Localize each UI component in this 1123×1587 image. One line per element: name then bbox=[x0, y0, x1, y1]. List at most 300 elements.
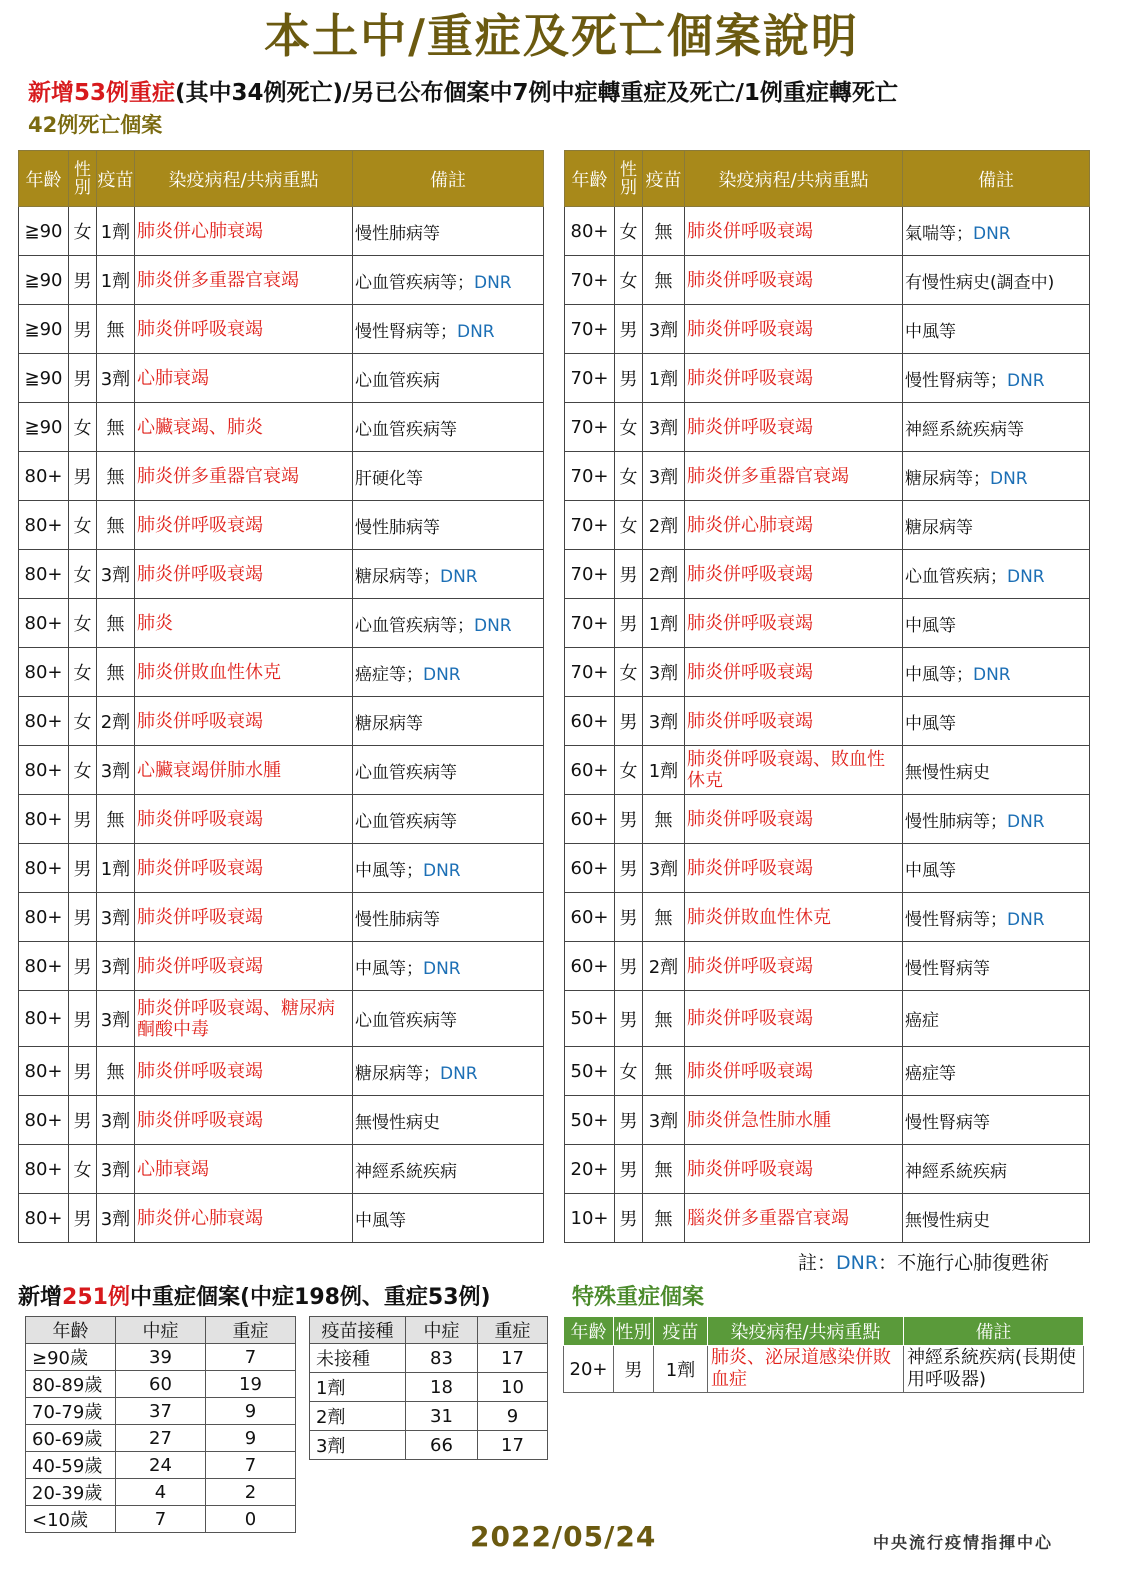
cell-age: 80+ bbox=[19, 746, 69, 795]
cell-value: 17 bbox=[478, 1344, 548, 1373]
table-row bbox=[19, 1194, 544, 1243]
cell-vaccine: 3劑 bbox=[643, 403, 685, 452]
footnote: 註：DNR：不施行心肺復甦術 bbox=[798, 1252, 1050, 1274]
cell-vaccine: 2劑 bbox=[643, 501, 685, 550]
note-text: 中風等 bbox=[355, 1210, 406, 1231]
table-row bbox=[19, 501, 544, 550]
cell-note: 氣喘等；DNR bbox=[903, 207, 1090, 256]
cell-course: 肺炎併呼吸衰竭 bbox=[685, 697, 903, 746]
table-row bbox=[565, 844, 1090, 893]
cell-value: 18 bbox=[406, 1373, 478, 1402]
sp-header-note: 備註 bbox=[904, 1317, 1084, 1346]
cell-age: 60+ bbox=[565, 795, 615, 844]
header-age: 年齡 bbox=[19, 151, 69, 207]
cell-course: 肺炎併呼吸衰竭 bbox=[685, 550, 903, 599]
cell-value: 83 bbox=[406, 1344, 478, 1373]
sp-header-vaccine: 疫苗 bbox=[654, 1317, 708, 1346]
note-text: 神經系統疾病等 bbox=[905, 419, 1024, 440]
table-row bbox=[19, 991, 544, 1047]
cell-age: 80+ bbox=[19, 795, 69, 844]
organization-name: 中央流行疫情指揮中心 bbox=[873, 1533, 1054, 1552]
cell-note bbox=[903, 1047, 1090, 1096]
cell-age: 80+ bbox=[19, 1096, 69, 1145]
table-row bbox=[19, 354, 544, 403]
cell-vaccine: 3劑 bbox=[97, 354, 135, 403]
cell-course: 肺炎併呼吸衰竭 bbox=[135, 550, 353, 599]
table-row bbox=[26, 1479, 296, 1506]
cell-value: 31 bbox=[406, 1402, 478, 1431]
cell-value: 7 bbox=[206, 1452, 296, 1479]
cell-sex: 女 bbox=[69, 648, 97, 697]
note-text: 心血管疾病等 bbox=[355, 762, 457, 783]
table-row bbox=[310, 1402, 548, 1431]
cell-course: 肺炎併呼吸衰竭 bbox=[685, 305, 903, 354]
cell-sex: 男 bbox=[69, 452, 97, 501]
cell-label: 2劑 bbox=[310, 1402, 406, 1431]
cell-age: ≧90 bbox=[19, 403, 69, 452]
cell-sex: 女 bbox=[615, 207, 643, 256]
cell-age: 80+ bbox=[565, 207, 615, 256]
cell-sex: 女 bbox=[615, 648, 643, 697]
cell-sex: 男 bbox=[615, 697, 643, 746]
cell-age: 60+ bbox=[565, 942, 615, 991]
cell-sex: 女 bbox=[69, 697, 97, 746]
cell-age: 70+ bbox=[565, 501, 615, 550]
note-text: 氣喘等 bbox=[905, 223, 956, 244]
cell-course: 肺炎併多重器官衰竭 bbox=[135, 256, 353, 305]
cell-age: 80+ bbox=[19, 1145, 69, 1194]
cell-value: 10 bbox=[478, 1373, 548, 1402]
cell-age: 70+ bbox=[565, 648, 615, 697]
age-table-header: 中症 bbox=[116, 1317, 206, 1344]
table-row bbox=[19, 403, 544, 452]
cell-vaccine: 3劑 bbox=[97, 550, 135, 599]
table-row bbox=[565, 1145, 1090, 1194]
dnr-label: DNR bbox=[1007, 370, 1045, 391]
note-text: 心血管疾病等 bbox=[355, 811, 457, 832]
cell-course: 肺炎併呼吸衰竭 bbox=[685, 256, 903, 305]
cell-sex: 女 bbox=[615, 501, 643, 550]
header-sex: 性 別 bbox=[615, 151, 643, 207]
cell-course: 肺炎併心肺衰竭 bbox=[685, 501, 903, 550]
cell-course: 肺炎併呼吸衰竭 bbox=[135, 1096, 353, 1145]
table-row bbox=[19, 648, 544, 697]
cell-course: 肺炎併呼吸衰竭 bbox=[685, 207, 903, 256]
table-row bbox=[565, 697, 1090, 746]
table-row bbox=[564, 1346, 1084, 1393]
cell-note: 心血管疾病；DNR bbox=[903, 550, 1090, 599]
cell-age: 70+ bbox=[565, 305, 615, 354]
cell-course: 肺炎併呼吸衰竭 bbox=[685, 403, 903, 452]
subtitle-highlight: 新增53例重症 bbox=[28, 80, 176, 106]
cell-value: 7 bbox=[116, 1506, 206, 1533]
cell-course: 肺炎併呼吸衰竭、糖尿病酮酸中毒 bbox=[135, 991, 353, 1047]
table-row bbox=[565, 648, 1090, 697]
cell-age: 80+ bbox=[19, 893, 69, 942]
cell-sex: 男 bbox=[69, 795, 97, 844]
table-row bbox=[19, 795, 544, 844]
table-row bbox=[565, 893, 1090, 942]
cell-course: 肺炎併心肺衰竭 bbox=[135, 207, 353, 256]
table-row bbox=[19, 697, 544, 746]
cell-course: 腦炎併多重器官衰竭 bbox=[685, 1194, 903, 1243]
cell-sex: 男 bbox=[615, 991, 643, 1047]
table-row bbox=[19, 599, 544, 648]
table-row bbox=[310, 1373, 548, 1402]
cell-course: 心臟衰竭併肺水腫 bbox=[135, 746, 353, 795]
cell-note: 慢性腎病等；DNR bbox=[903, 893, 1090, 942]
cell-note: 心血管疾病等；DNR bbox=[353, 256, 544, 305]
dnr-label: DNR bbox=[1007, 811, 1045, 832]
cell-label: 3劑 bbox=[310, 1431, 406, 1460]
sp-header-sex: 性別 bbox=[614, 1317, 654, 1346]
cell-sex: 女 bbox=[69, 501, 97, 550]
cell-note: 慢性肺病等；DNR bbox=[903, 795, 1090, 844]
cell-sex: 男 bbox=[69, 942, 97, 991]
cell-label: 80-89歲 bbox=[26, 1371, 116, 1398]
cell-age: ≧90 bbox=[19, 256, 69, 305]
dnr-label: DNR bbox=[474, 615, 512, 636]
cell-note bbox=[353, 1096, 544, 1145]
note-text: 無慢性病史 bbox=[905, 762, 990, 783]
cell-sex: 男 bbox=[615, 1096, 643, 1145]
table-row bbox=[19, 893, 544, 942]
cell-sex: 男 bbox=[69, 991, 97, 1047]
cell-vaccine: 1劑 bbox=[643, 354, 685, 403]
header-note: 備註 bbox=[903, 151, 1090, 207]
note-text: 肝硬化等 bbox=[355, 468, 423, 489]
table-row bbox=[26, 1398, 296, 1425]
cell-note bbox=[353, 697, 544, 746]
note-text: 中風等 bbox=[905, 860, 956, 881]
note-text: 慢性肺病等 bbox=[355, 223, 440, 244]
cell-vaccine: 2劑 bbox=[97, 697, 135, 746]
note-text: 慢性腎病等 bbox=[905, 370, 990, 391]
cell-sex: 男 bbox=[614, 1346, 654, 1393]
dnr-label: DNR bbox=[423, 664, 461, 685]
cell-sex: 男 bbox=[69, 1047, 97, 1096]
cell-course: 心臟衰竭、肺炎 bbox=[135, 403, 353, 452]
note-text: 心血管疾病等 bbox=[355, 615, 457, 636]
cell-note: 中風等；DNR bbox=[353, 844, 544, 893]
cell-age: 80+ bbox=[19, 599, 69, 648]
page-title: 本土中/重症及死亡個案說明 bbox=[264, 9, 859, 63]
cell-age: 80+ bbox=[19, 452, 69, 501]
table-row bbox=[565, 942, 1090, 991]
cell-sex: 女 bbox=[615, 256, 643, 305]
dnr-label: DNR bbox=[1007, 909, 1045, 930]
vac-table-header: 疫苗接種 bbox=[310, 1317, 406, 1344]
cell-vaccine: 2劑 bbox=[643, 550, 685, 599]
note-text: 神經系統疾病 bbox=[355, 1161, 457, 1182]
cell-note bbox=[903, 599, 1090, 648]
special-cases-heading: 特殊重症個案 bbox=[572, 1285, 705, 1310]
cell-course: 肺炎併呼吸衰竭 bbox=[135, 1047, 353, 1096]
cell-vaccine: 3劑 bbox=[643, 697, 685, 746]
cell-vaccine: 無 bbox=[97, 501, 135, 550]
cell-course: 肺炎、泌尿道感染併敗血症 bbox=[708, 1346, 904, 1393]
table-row bbox=[19, 452, 544, 501]
cell-course: 肺炎併呼吸衰竭 bbox=[685, 1047, 903, 1096]
cell-vaccine: 3劑 bbox=[97, 991, 135, 1047]
table-row bbox=[26, 1506, 296, 1533]
table-row bbox=[565, 452, 1090, 501]
cell-age: ≧90 bbox=[19, 207, 69, 256]
cell-course: 肺炎 bbox=[135, 599, 353, 648]
cell-vaccine: 1劑 bbox=[97, 256, 135, 305]
cell-note bbox=[903, 942, 1090, 991]
cell-vaccine: 3劑 bbox=[97, 893, 135, 942]
cell-age: 80+ bbox=[19, 501, 69, 550]
cell-vaccine: 無 bbox=[643, 207, 685, 256]
cell-note: 神經系統疾病(長期使用呼吸器) bbox=[904, 1346, 1084, 1393]
cell-note bbox=[353, 1145, 544, 1194]
cell-vaccine: 無 bbox=[97, 305, 135, 354]
cell-label: <10歲 bbox=[26, 1506, 116, 1533]
cell-sex: 男 bbox=[69, 305, 97, 354]
cell-vaccine: 無 bbox=[97, 452, 135, 501]
cell-vaccine: 1劑 bbox=[643, 746, 685, 795]
cell-vaccine: 1劑 bbox=[97, 844, 135, 893]
header-course: 染疫病程/共病重點 bbox=[685, 151, 903, 207]
note-text: 心血管疾病等 bbox=[355, 272, 457, 293]
note-text: 慢性肺病等 bbox=[355, 909, 440, 930]
cell-value: 37 bbox=[116, 1398, 206, 1425]
cell-vaccine: 1劑 bbox=[643, 599, 685, 648]
cell-course: 肺炎併敗血性休克 bbox=[685, 893, 903, 942]
cell-course: 肺炎併多重器官衰竭 bbox=[135, 452, 353, 501]
note-text: 慢性肺病等 bbox=[355, 517, 440, 538]
cell-value: 60 bbox=[116, 1371, 206, 1398]
cell-vaccine: 無 bbox=[643, 1047, 685, 1096]
header-age: 年齡 bbox=[565, 151, 615, 207]
cell-vaccine: 無 bbox=[643, 795, 685, 844]
cell-note bbox=[353, 1194, 544, 1243]
cell-value: 9 bbox=[206, 1425, 296, 1452]
header-vaccine: 疫苗 bbox=[643, 151, 685, 207]
note-text: 心血管疾病 bbox=[355, 370, 440, 391]
cell-age: ≧90 bbox=[19, 305, 69, 354]
cell-label: 60-69歲 bbox=[26, 1425, 116, 1452]
cell-note bbox=[903, 1096, 1090, 1145]
cell-sex: 男 bbox=[69, 256, 97, 305]
table-row bbox=[565, 501, 1090, 550]
cell-value: 0 bbox=[206, 1506, 296, 1533]
cell-value: 17 bbox=[478, 1431, 548, 1460]
cell-sex: 女 bbox=[69, 1145, 97, 1194]
cell-course: 肺炎併呼吸衰竭 bbox=[685, 1145, 903, 1194]
subtitle-rest: (其中34例死亡)/另已公布個案中7例中症轉重症及死亡/1例重症轉死亡 bbox=[175, 80, 898, 106]
sp-header-course: 染疫病程/共病重點 bbox=[708, 1317, 904, 1346]
cell-label: 1劑 bbox=[310, 1373, 406, 1402]
cell-note bbox=[353, 501, 544, 550]
cell-vaccine: 3劑 bbox=[643, 648, 685, 697]
cell-age: 80+ bbox=[19, 1194, 69, 1243]
cell-course: 肺炎併呼吸衰竭 bbox=[685, 795, 903, 844]
cell-age: 60+ bbox=[565, 893, 615, 942]
cell-vaccine: 3劑 bbox=[97, 1145, 135, 1194]
vac-table-header: 中症 bbox=[406, 1317, 478, 1344]
age-table-header: 年齡 bbox=[26, 1317, 116, 1344]
table-row bbox=[310, 1344, 548, 1373]
table-row bbox=[565, 403, 1090, 452]
cell-note bbox=[353, 746, 544, 795]
cell-age: 10+ bbox=[565, 1194, 615, 1243]
note-text: 癌症 bbox=[905, 1011, 939, 1031]
cell-note bbox=[903, 746, 1090, 795]
age-breakdown-table bbox=[25, 1316, 296, 1533]
table-row bbox=[565, 991, 1090, 1047]
cell-note bbox=[353, 452, 544, 501]
cell-age: 20+ bbox=[564, 1346, 614, 1393]
note-text: 中風等 bbox=[355, 958, 406, 979]
table-row bbox=[565, 1194, 1090, 1243]
cell-sex: 女 bbox=[615, 452, 643, 501]
cell-note bbox=[353, 354, 544, 403]
note-text: 癌症等 bbox=[355, 664, 406, 685]
cell-note bbox=[903, 501, 1090, 550]
cell-vaccine: 3劑 bbox=[97, 746, 135, 795]
note-text: 慢性肺病等 bbox=[905, 811, 990, 832]
note-text: 慢性腎病等 bbox=[355, 321, 440, 342]
cell-age: 60+ bbox=[565, 746, 615, 795]
table-row bbox=[19, 1145, 544, 1194]
table-row bbox=[310, 1431, 548, 1460]
cell-sex: 女 bbox=[615, 1047, 643, 1096]
table-row bbox=[19, 1096, 544, 1145]
cell-note: 糖尿病等；DNR bbox=[903, 452, 1090, 501]
cell-sex: 男 bbox=[615, 942, 643, 991]
cell-sex: 男 bbox=[615, 599, 643, 648]
table-row bbox=[565, 207, 1090, 256]
cell-note: 中風等；DNR bbox=[353, 942, 544, 991]
cell-sex: 男 bbox=[69, 354, 97, 403]
cell-age: 70+ bbox=[565, 256, 615, 305]
cell-label: 40-59歲 bbox=[26, 1452, 116, 1479]
table-row bbox=[565, 550, 1090, 599]
cell-note bbox=[903, 991, 1090, 1047]
cell-age: 80+ bbox=[19, 1047, 69, 1096]
cell-note bbox=[353, 207, 544, 256]
cell-note bbox=[903, 1145, 1090, 1194]
cell-age: 80+ bbox=[19, 942, 69, 991]
header-note: 備註 bbox=[353, 151, 544, 207]
cell-course: 肺炎併呼吸衰竭 bbox=[135, 844, 353, 893]
cell-vaccine: 3劑 bbox=[643, 305, 685, 354]
cell-value: 19 bbox=[206, 1371, 296, 1398]
cell-sex: 男 bbox=[615, 844, 643, 893]
death-cases-table-left bbox=[18, 150, 544, 1243]
cell-age: 50+ bbox=[565, 991, 615, 1047]
cell-note bbox=[903, 1194, 1090, 1243]
note-text: 無慢性病史 bbox=[355, 1112, 440, 1133]
table-row bbox=[19, 550, 544, 599]
cell-note bbox=[903, 305, 1090, 354]
cell-sex: 女 bbox=[615, 746, 643, 795]
cell-note: 糖尿病等；DNR bbox=[353, 1047, 544, 1096]
table-row bbox=[565, 354, 1090, 403]
cell-note: 癌症等；DNR bbox=[353, 648, 544, 697]
cell-sex: 女 bbox=[69, 599, 97, 648]
cell-note bbox=[903, 403, 1090, 452]
cell-note bbox=[903, 844, 1090, 893]
dnr-label: DNR bbox=[440, 566, 478, 587]
note-text: 慢性腎病等 bbox=[905, 1112, 990, 1133]
cell-vaccine: 3劑 bbox=[643, 1096, 685, 1145]
table-row bbox=[565, 746, 1090, 795]
note-text: 中風等 bbox=[905, 664, 956, 685]
cell-vaccine: 無 bbox=[97, 648, 135, 697]
subtitle bbox=[28, 76, 898, 110]
cell-value: 9 bbox=[478, 1402, 548, 1431]
note-text: 無慢性病史 bbox=[905, 1210, 990, 1231]
cell-value: 66 bbox=[406, 1431, 478, 1460]
cell-vaccine: 無 bbox=[643, 1145, 685, 1194]
cell-course: 肺炎併呼吸衰竭 bbox=[685, 599, 903, 648]
dnr-label: DNR bbox=[990, 468, 1028, 489]
cell-age: 80+ bbox=[19, 844, 69, 893]
cell-age: 80+ bbox=[19, 550, 69, 599]
cell-age: 50+ bbox=[565, 1096, 615, 1145]
table-row bbox=[565, 795, 1090, 844]
cell-course: 肺炎併呼吸衰竭 bbox=[135, 893, 353, 942]
header-vaccine: 疫苗 bbox=[97, 151, 135, 207]
cell-course: 肺炎併呼吸衰竭 bbox=[135, 305, 353, 354]
cell-age: 80+ bbox=[19, 648, 69, 697]
header-sex: 性 別 bbox=[69, 151, 97, 207]
special-case-table bbox=[563, 1316, 1084, 1393]
cell-age: 50+ bbox=[565, 1047, 615, 1096]
cell-course: 心肺衰竭 bbox=[135, 354, 353, 403]
dnr-label: DNR bbox=[973, 223, 1011, 244]
cell-vaccine: 無 bbox=[97, 795, 135, 844]
cell-sex: 女 bbox=[615, 403, 643, 452]
cell-vaccine: 無 bbox=[643, 256, 685, 305]
note-text: 中風等 bbox=[905, 615, 956, 636]
cell-label: ≥90歲 bbox=[26, 1344, 116, 1371]
cell-vaccine: 3劑 bbox=[97, 1096, 135, 1145]
sp-header-age: 年齡 bbox=[564, 1317, 614, 1346]
cell-course: 肺炎併呼吸衰竭 bbox=[135, 697, 353, 746]
dnr-label: DNR bbox=[973, 664, 1011, 685]
note-text: 糖尿病等 bbox=[355, 566, 423, 587]
report-date: 2022/05/24 bbox=[470, 1520, 657, 1553]
dnr-label: DNR bbox=[440, 1063, 478, 1084]
cell-value: 39 bbox=[116, 1344, 206, 1371]
table-row bbox=[19, 746, 544, 795]
cell-course: 肺炎併呼吸衰竭 bbox=[685, 648, 903, 697]
cell-age: 70+ bbox=[565, 550, 615, 599]
cell-vaccine: 無 bbox=[643, 991, 685, 1047]
cell-value: 4 bbox=[116, 1479, 206, 1506]
note-text: 心血管疾病 bbox=[905, 566, 990, 587]
cell-vaccine: 無 bbox=[97, 599, 135, 648]
cell-sex: 男 bbox=[69, 1194, 97, 1243]
cell-course: 肺炎併呼吸衰竭 bbox=[685, 991, 903, 1047]
cell-vaccine: 1劑 bbox=[97, 207, 135, 256]
cell-course: 肺炎併急性肺水腫 bbox=[685, 1096, 903, 1145]
cell-note: 慢性腎病等；DNR bbox=[903, 354, 1090, 403]
note-text: 心血管疾病等 bbox=[355, 419, 457, 440]
note-text: 中風等 bbox=[355, 860, 406, 881]
table-row bbox=[19, 1047, 544, 1096]
cell-note bbox=[903, 256, 1090, 305]
note-text: 中風等 bbox=[905, 713, 956, 734]
cell-age: 80+ bbox=[19, 697, 69, 746]
table-row bbox=[19, 256, 544, 305]
note-text: 神經系統疾病 bbox=[905, 1161, 1007, 1182]
cell-note: 糖尿病等；DNR bbox=[353, 550, 544, 599]
